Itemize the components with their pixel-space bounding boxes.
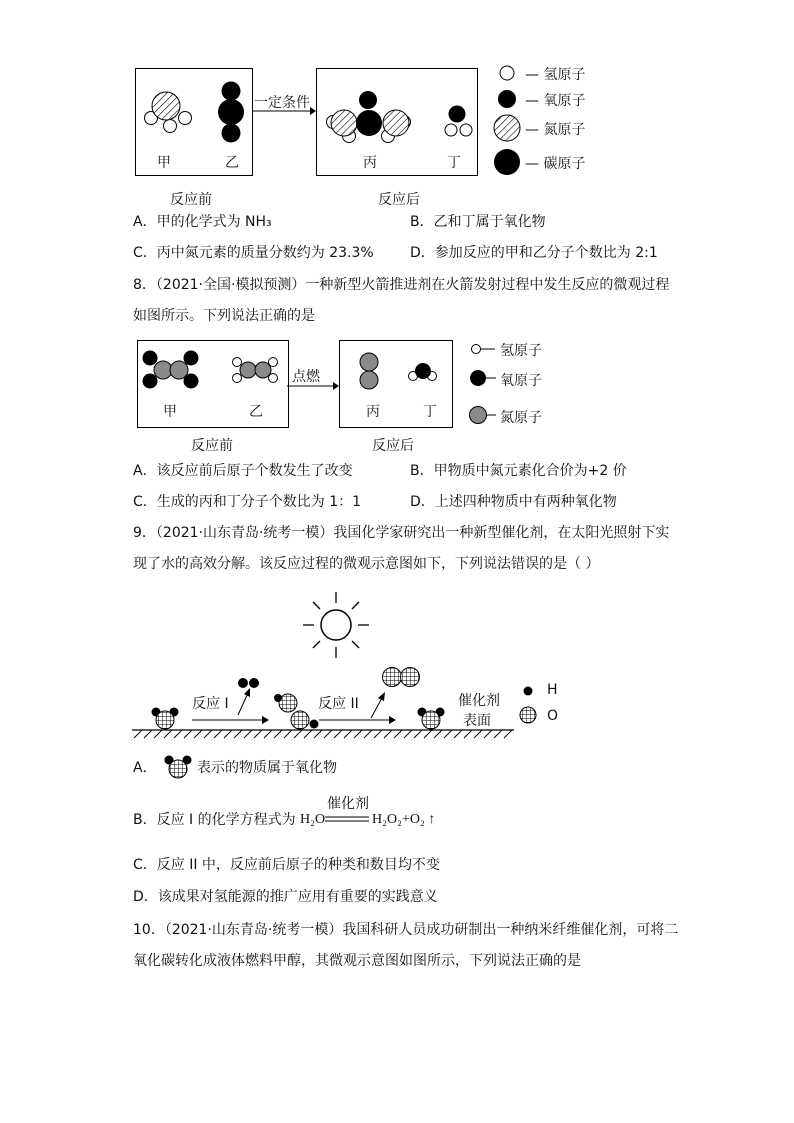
oxygen-atom <box>156 711 174 729</box>
oxygen-atom <box>401 668 420 687</box>
carbon-legend-icon <box>494 149 520 175</box>
oxygen-atom <box>184 351 199 366</box>
hydrogen-atom <box>249 678 259 688</box>
nitrogen-atom <box>170 361 188 379</box>
q9-option-b-eq-left: H₂O <box>300 812 326 827</box>
q7-option-a: A．甲的化学式为 NH₃ <box>133 214 272 230</box>
hydrogen-atom <box>233 358 242 367</box>
fig8-legend-oxygen: 氧原子 <box>500 373 542 389</box>
q9-stem-line1: 9．（2021·山东青岛·统考一模）我国化学家研究出一种新型催化剂，在太阳光照射下实 <box>133 525 670 541</box>
nitrogen-atom <box>255 362 271 378</box>
q7-option-b: B．乙和丁属于氧化物 <box>410 214 546 230</box>
oxygen-atom <box>359 91 377 109</box>
q9-option-b-prefix: B．反应 I 的化学方程式为 <box>133 812 296 828</box>
oxygen-atom <box>222 124 241 143</box>
q9-option-a-prefix: A． <box>133 760 157 776</box>
q8-stem-line1: 8．（2021·全国·模拟预测）一种新型火箭推进剂在火箭发射过程中发生反应的微观过程 <box>133 277 670 293</box>
q9-stem-line2: 现了水的高效分解。该反应过程的微观示意图如下，下列说法错误的是（ ） <box>133 556 600 572</box>
hydrogen-atom <box>460 124 472 136</box>
oxygen-atom <box>291 711 309 729</box>
q9-option-d: D．该成果对氢能源的推广应用有重要的实践意义 <box>133 889 438 905</box>
fig9-reaction2-label: 反应 II <box>318 696 359 712</box>
fig8-label-bing: 丙 <box>366 404 380 420</box>
q8-stem-line2: 如图所示。下列说法正确的是 <box>133 308 315 324</box>
fig8-legend-nitrogen: 氮原子 <box>500 410 542 426</box>
equation-equals-sign <box>325 816 371 822</box>
q7-option-c: C．丙中氮元素的质量分数约为 23.3% <box>133 245 374 261</box>
oxygen-atom <box>422 711 440 729</box>
fig7-legend-carbon: — 碳原子 <box>525 156 586 172</box>
q8-option-c: C．生成的丙和丁分子个数比为 1：1 <box>133 494 362 510</box>
fig7-legend-nitrogen: — 氮原子 <box>525 122 586 138</box>
fig8-label-ding: 丁 <box>423 404 437 420</box>
fig8-reactant-molecules <box>137 340 289 428</box>
sun-icon <box>300 592 372 660</box>
oxygen-atom <box>383 668 402 687</box>
carbon-atom <box>218 99 244 125</box>
hydrogen-legend-icon <box>500 66 514 80</box>
nitrogen-atom <box>152 92 180 120</box>
hydrogen-atom <box>233 374 242 383</box>
fig8-label-yi: 乙 <box>249 404 263 420</box>
fig8-caption-before: 反应前 <box>191 438 233 454</box>
fig8-legend-hydrogen: 氢原子 <box>500 343 542 359</box>
q8-option-d: D．上述四种物质中有两种氧化物 <box>410 494 617 510</box>
hydrogen-atom <box>238 678 248 688</box>
fig9-legend-symbols <box>518 682 540 724</box>
fig8-caption-after: 反应后 <box>372 438 414 454</box>
nitrogen-atom <box>360 371 378 389</box>
nitrogen-atom <box>154 361 172 379</box>
nitrogen-atom <box>383 110 409 136</box>
carbon-atom <box>356 110 382 136</box>
fig7-legend-oxygen: — 氧原子 <box>525 93 586 109</box>
nitrogen-legend-icon <box>494 115 520 141</box>
fig8-reaction-arrow <box>287 381 339 391</box>
h-legend-icon <box>524 687 533 696</box>
q9-option-a-suffix: 表示的物质属于氧化物 <box>197 760 337 776</box>
hydrogen-atom <box>445 124 457 136</box>
fig7-caption-after: 反应后 <box>378 192 420 208</box>
fig7-arrow-label: 一定条件 <box>254 95 310 111</box>
hydrogen-atom <box>310 720 319 729</box>
fig9-catalyst-label-line2: 表面 <box>463 713 491 729</box>
oxygen-atom <box>143 374 158 389</box>
q7-option-d: D．参加反应的甲和乙分子个数比为 2:1 <box>410 245 658 261</box>
fig9-legend-o: O <box>547 708 559 724</box>
oxygen-atom <box>222 82 241 101</box>
oxygen-legend-icon <box>498 90 516 108</box>
oxygen-atom <box>143 351 158 366</box>
fig9-catalyst-label-line1: 催化剂 <box>458 693 500 709</box>
q8-option-b: B．甲物质中氮元素化合价为+2 价 <box>410 463 627 479</box>
fig7-reaction-arrow <box>252 106 316 116</box>
q10-stem-line1: 10．（2021·山东青岛·统考一模）我国科研人员成功研制出一种纳米纤维催化剂，可将二 <box>133 922 679 938</box>
fig7-legend-hydrogen: — 氢原子 <box>525 67 586 83</box>
fig7-label-ding: 丁 <box>447 155 461 171</box>
fig8-arrow-label: 点燃 <box>292 369 320 385</box>
hydrogen-atom <box>274 694 282 702</box>
o-legend-icon <box>520 707 536 723</box>
fig9-reaction1-label: 反应 I <box>192 696 229 712</box>
q9-option-c: C．反应 II 中，反应前后原子的种类和数目均不变 <box>133 857 440 873</box>
fig7-label-yi: 乙 <box>225 155 239 171</box>
nitrogen-atom <box>331 110 357 136</box>
oxygen-atom <box>449 106 466 123</box>
q8-option-a: A．该反应前后原子个数发生了改变 <box>133 463 353 479</box>
hydrogen-legend-icon <box>472 345 481 354</box>
fig7-label-jia: 甲 <box>157 155 171 171</box>
q9-option-b-eq-right: H₂O₂+O₂ ↑ <box>372 812 436 827</box>
nitrogen-atom <box>360 353 378 371</box>
q10-stem-line2: 氧化碳转化成液体燃料甲醇，其微观示意图如图所示，下列说法正确的是 <box>133 953 581 969</box>
q9-option-b-eq-condition: 催化剂 <box>327 796 369 812</box>
fig7-caption-before: 反应前 <box>170 192 212 208</box>
nitrogen-legend-icon <box>470 407 487 424</box>
fig8-label-jia: 甲 <box>163 404 177 420</box>
water-molecule-icon <box>162 752 194 780</box>
nitrogen-atom <box>240 362 256 378</box>
fig8-legend-symbols <box>468 336 502 428</box>
hydrogen-atom <box>179 112 192 125</box>
hydrogen-atom <box>164 120 177 133</box>
fig9-legend-h: H <box>547 682 558 698</box>
oxygen-legend-icon <box>470 370 486 386</box>
fig7-label-bing: 丙 <box>363 155 377 171</box>
oxygen-atom <box>415 363 431 379</box>
